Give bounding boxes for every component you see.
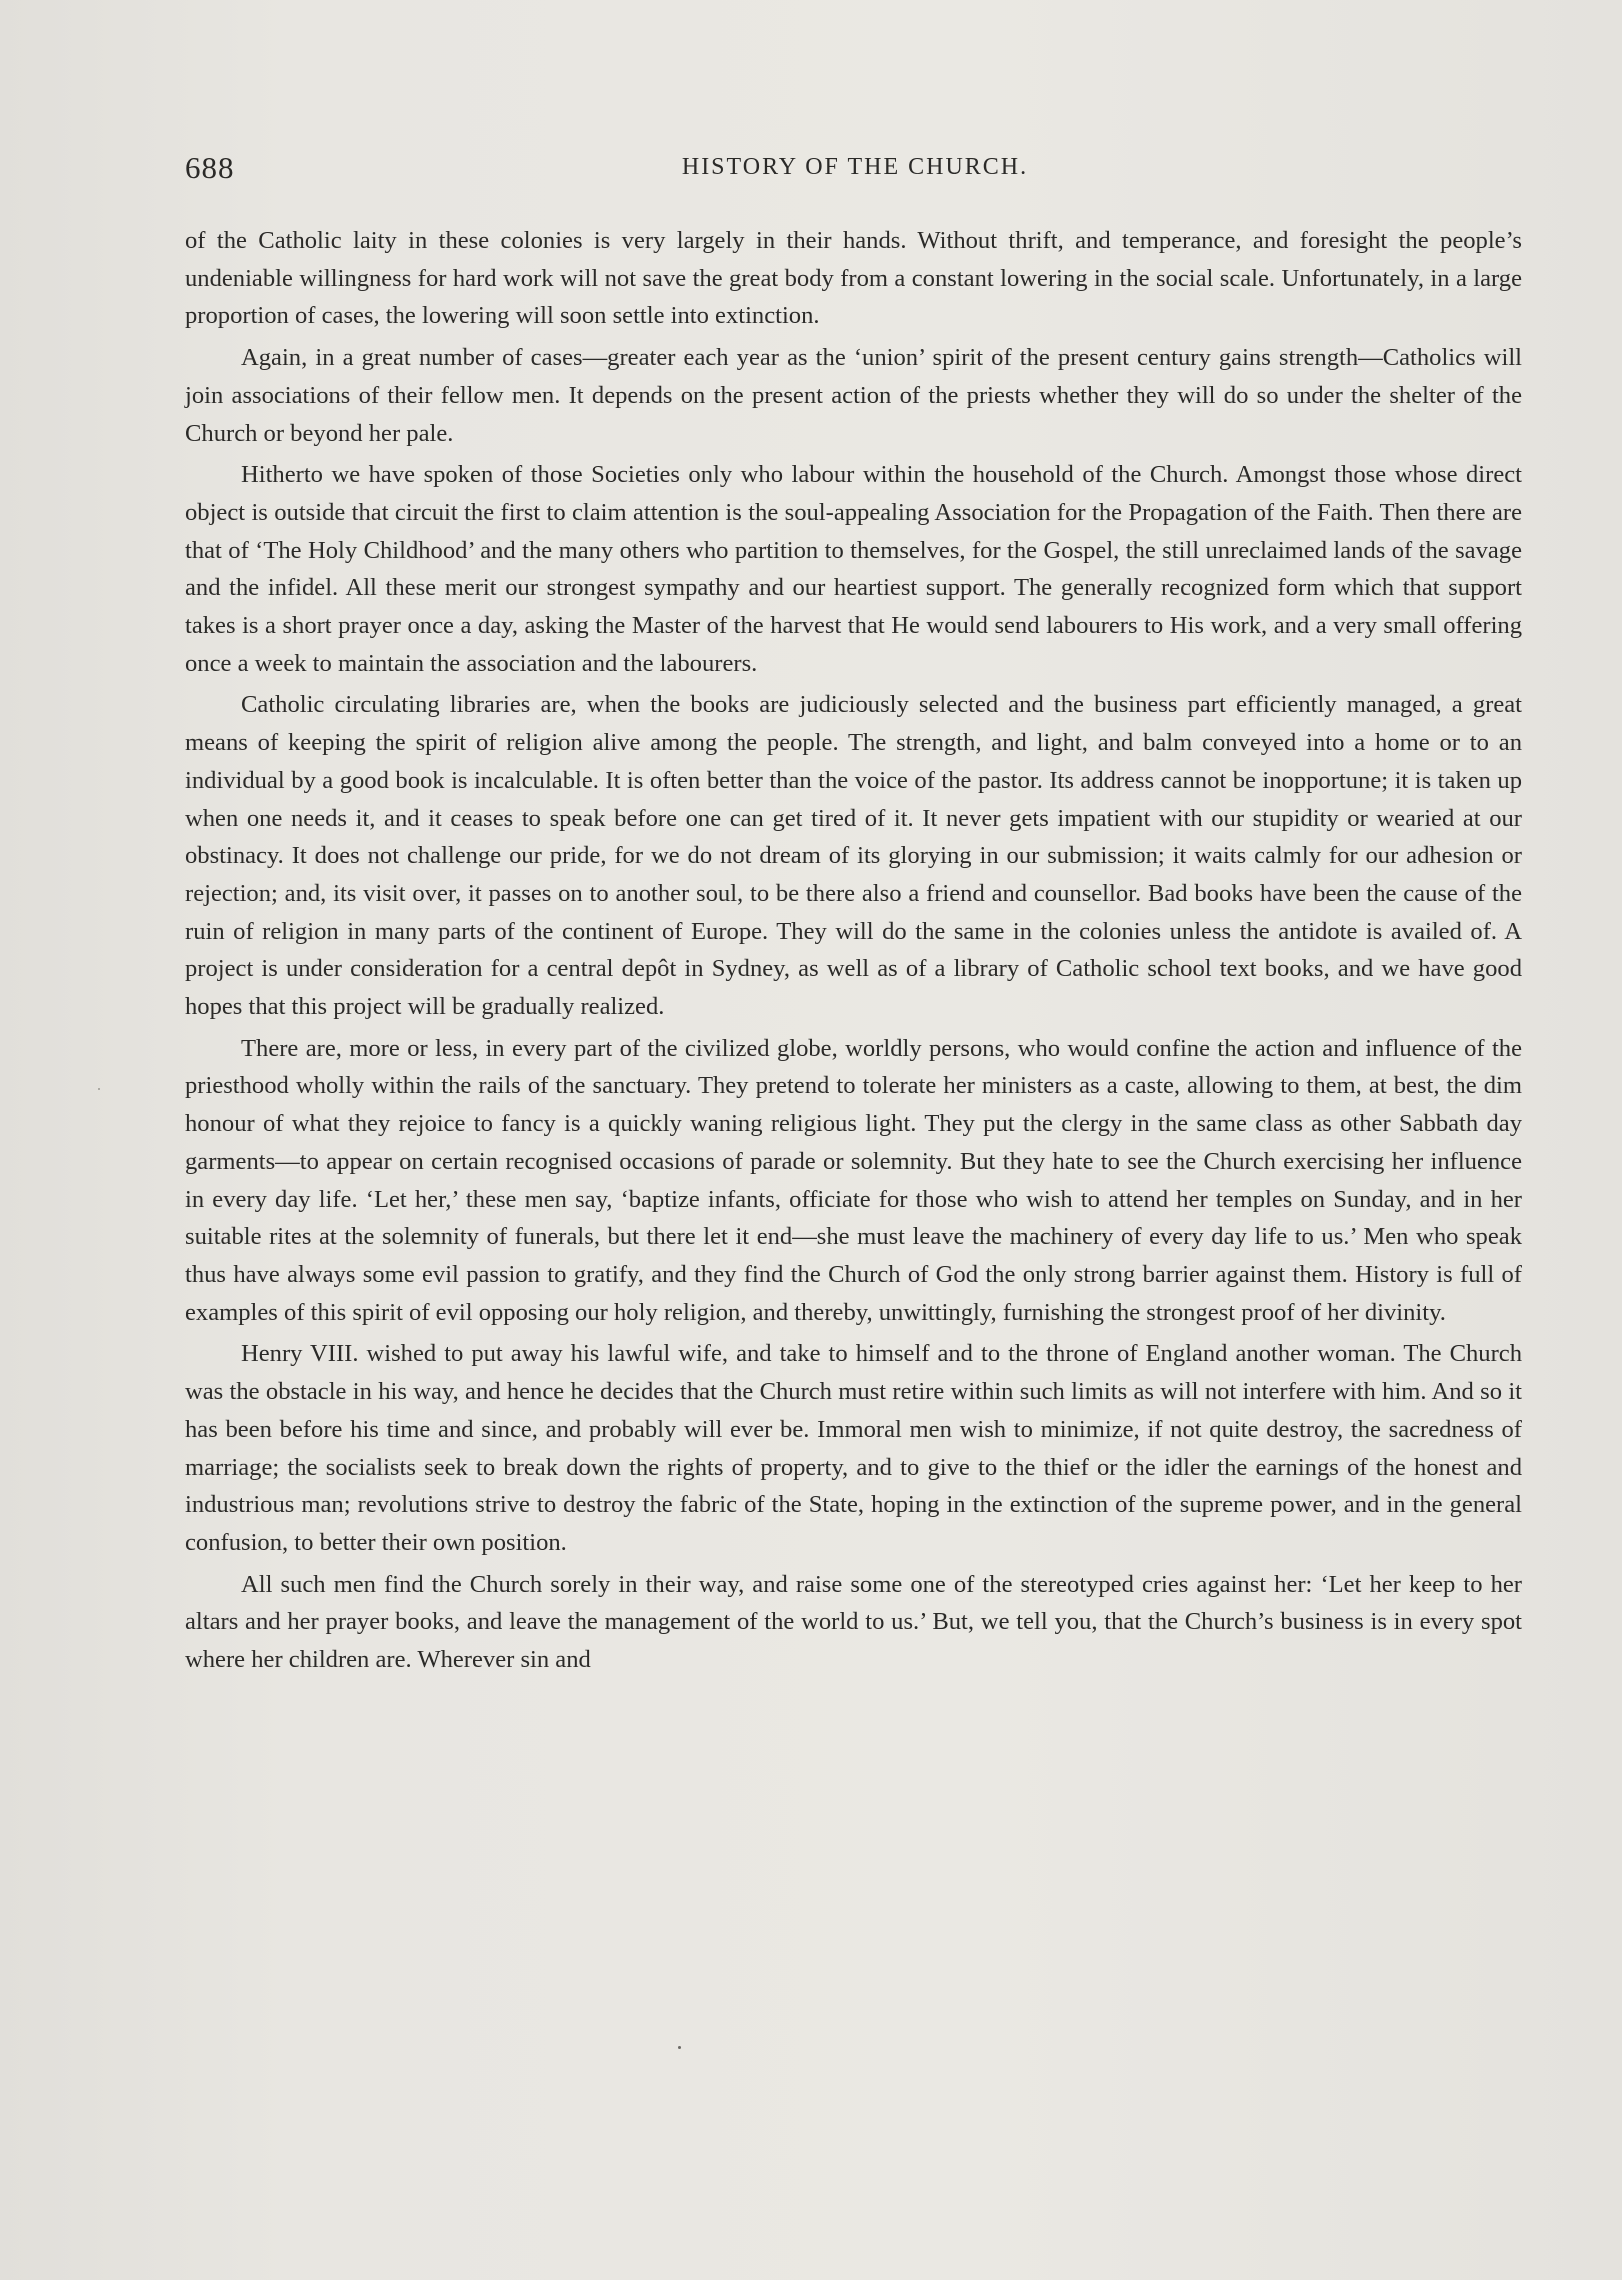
paragraph-3: Hitherto we have spoken of those Societies only who labour within the household of the Church. Amongst those whose direct object is outside that circuit the first to claim attention is the soul-appealing Association for the Propagation of the Faith. Then there are that of ‘The Holy Childhood’ and the many others who partition to themselves, for the Gospel, the still unreclaimed lands of the savage and the infidel. All these merit our strongest sympathy and our heartiest support. The generally recognized form which that support takes is a short prayer once a day, asking the Master of the harvest that He would send labourers to His work, and a very small offering once a week to maintain the association and the labourers.: [185, 461, 1522, 677]
paragraph-2: Again, in a great number of cases—greater each year as the ‘union’ spirit of the present century gains strength—Catholics will join associations of their fellow men. It depends on the present action of the priests whether they will do so under the shelter of the Church or beyond her pale.: [185, 344, 1522, 447]
running-title: HISTORY OF THE CHURCH.: [681, 154, 1029, 180]
ink-speck-margin: [98, 1088, 100, 1090]
body-text: [185, 222, 1522, 1683]
paragraph-7: All such men find the Church sorely in their way, and raise some one of the stereotyped cries against her: ‘Let her keep to her altars and her prayer books, and leave the management of the world to us.’ But, we tell you, that the Church’s business is in every spot where her children are. Wherever sin and: [185, 1570, 1522, 1674]
page-number: 688: [185, 150, 235, 185]
running-head: [185, 150, 1525, 190]
paragraph-6: Henry VIII. wished to put away his lawful wife, and take to himself and to the throne of England another woman. The Church was the obstacle in his way, and hence he decides that the Church must retire within such limits as will not interfere with him. And so it has been before his time and since, and probably will ever be. Immoral men wish to minimize, if not quite destroy, the sacredness of marriage; the socialists seek to break down the rights of property, and to give to the thief or the idler the earnings of the honest and industrious man; revolutions strive to destroy the fabric of the State, hoping in the extinction of the supreme power, and in the general confusion, to better their own position.: [185, 1340, 1522, 1556]
ink-speck: [678, 2046, 681, 2049]
paragraph-5: There are, more or less, in every part of the civilized globe, worldly persons, who would confine the action and influence of the priesthood wholly within the rails of the sanctuary. They pretend to tolerate her ministers as a caste, allowing to them, at best, the dim honour of what they rejoice to fancy is a quickly waning religious light. They put the clergy in the same class as other Sabbath day garments—to appear on certain recognised occasions of parade or solemnity. But they hate to see the Church exercising her influence in every day life. ‘Let her,’ these men say, ‘baptize infants, officiate for those who wish to attend her temples on Sunday, and in her suitable rites at the solemnity of funerals, but there let it end—she must leave the machinery of every day life to us.’ Men who speak thus have always some evil passion to gratify, and they find the Church of God the only strong barrier against them. History is full of examples of this spirit of evil opposing our holy religion, and thereby, unwittingly, furnishing the strongest proof of her divinity.: [185, 1034, 1522, 1326]
paragraph-4: Catholic circulating libraries are, when the books are judiciously selected and the business part efficiently managed, a great means of keeping the spirit of religion alive among the people. The strength, and light, and balm conveyed into a home or to an individual by a good book is incalculable. It is often better than the voice of the pastor. Its address cannot be inopportune; it is taken up when one needs it, and it ceases to speak before one can get tired of it. It never gets impatient with our stupidity or wearied at our obstinacy. It does not challenge our pride, for we do not dream of its glorying in our submission; it waits calmly for our adhesion or rejection; and, its visit over, it passes on to another soul, to be there also a friend and counsellor. Bad books have been the cause of the ruin of religion in many parts of the continent of Europe. They will do the same in the colonies unless the antidote is availed of. A project is under consideration for a central depôt in Sydney, as well as of a library of Catholic school text books, and we have good hopes that this project will be gradually realized.: [185, 691, 1522, 1021]
paragraph-1: of the Catholic laity in these colonies is very largely in their hands. Without thrift, and temperance, and foresight the people’s undeniable willingness for hard work will not save the great body from a constant lowering in the social scale. Unfortunately, in a large proportion of cases, the lowering will soon settle into extinction.: [185, 227, 1522, 330]
